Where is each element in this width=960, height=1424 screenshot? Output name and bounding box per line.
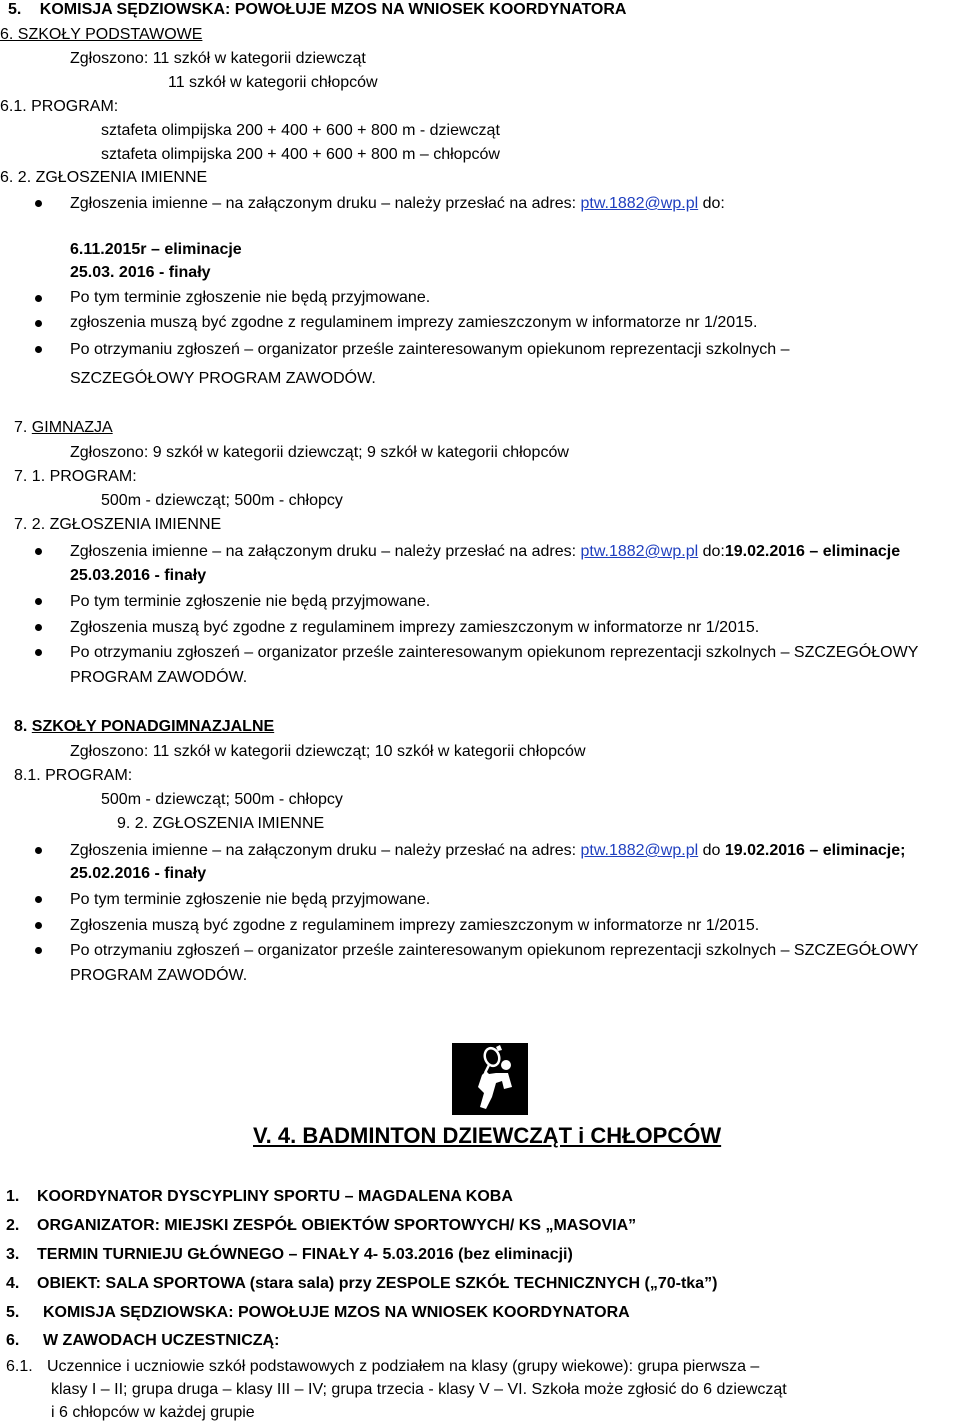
section-7-1-title: 7. 1. PROGRAM: <box>14 468 137 485</box>
program-item-1: sztafeta olimpijska 200 + 400 + 600 + 800 m - dziewcząt <box>101 122 500 139</box>
registered-label: Zgłoszono: <box>70 743 149 760</box>
item-number: 5. <box>6 1304 20 1321</box>
para-line-1: Uczennice i uczniowie szkół podstawowych z podziałem na klasy (grupy wiekowe): grupa pierwsza – <box>47 1358 760 1375</box>
s8-bullet-2: Po tym terminie zgłoszenie nie będą przyjmowane. <box>70 891 431 908</box>
registered-label: Zgłoszono: <box>70 444 149 461</box>
section-6-registered <box>70 49 366 69</box>
s6-date-eliminations: 6.11.2015r – eliminacje <box>70 241 242 258</box>
section-9-2-title: 9. 2. ZGŁOSZENIA IMIENNE <box>117 815 325 832</box>
deadline-date: 19.02.2016 – eliminacje; <box>724 842 906 859</box>
section-7-heading <box>14 418 113 438</box>
s6-bullet-4: Po otrzymaniu zgłoszeń – organizator prześle zainteresowanym opiekunom reprezentacji szkolnych – <box>70 341 790 358</box>
bullet-text: Zgłoszenia imienne – na załączonym druku – należy przesłać na adres: <box>70 543 581 560</box>
item-text: TERMIN TURNIEJU GŁÓWNEGO – FINAŁY 4- 5.03.2016 (bez eliminacji) <box>37 1246 573 1263</box>
section-7-2-title: 7. 2. ZGŁOSZENIA IMIENNE <box>14 516 222 533</box>
section-7-program: 500m - dziewcząt; 500m - chłopcy <box>101 492 343 509</box>
para-6-1 <box>6 1357 760 1377</box>
registered-boys: 11 szkół w kategorii chłopców <box>168 74 378 91</box>
bullet-text-after: do: <box>698 195 725 212</box>
s8-bullet-4: Po otrzymaniu zgłoszeń – organizator prześle zainteresowanym opiekunom reprezentacji szkolnych – SZCZEGÓŁOWY <box>70 942 919 959</box>
badminton-item-2 <box>6 1216 637 1236</box>
section-8-number: 8. <box>14 718 28 735</box>
item-number: 3. <box>6 1246 20 1263</box>
bullet-text: Zgłoszenia imienne – na załączonym druku – należy przesłać na adres: <box>70 842 581 859</box>
bullet-text-do: do <box>698 842 725 859</box>
badminton-item-3 <box>6 1245 573 1265</box>
bullet-icon <box>35 346 42 353</box>
section-5-text: KOMISJA SĘDZIOWSKA: POWOŁUJE MZOS NA WNIOSEK KOORDYNATORA <box>39 1 627 18</box>
item-text: ORGANIZATOR: MIEJSKI ZESPÓŁ OBIEKTÓW SPORTOWYCH/ KS „MASOVIA” <box>37 1217 637 1234</box>
badminton-item-6 <box>6 1331 280 1351</box>
bullet-icon <box>35 649 42 656</box>
item-text: W ZAWODACH UCZESTNICZĄ: <box>43 1332 280 1349</box>
bullet-icon <box>35 896 42 903</box>
email-link[interactable]: ptw.1882@wp.pl <box>580 543 699 560</box>
badminton-section-title: V. 4. BADMINTON DZIEWCZĄT i CHŁOPCÓW <box>253 1123 722 1148</box>
registered-label: Zgłoszono: <box>70 50 149 67</box>
s7-bullet-4-cont: PROGRAM ZAWODÓW. <box>70 669 248 686</box>
para-6-1-line-2: klasy I – II; grupa druga – klasy III – IV; grupa trzecia - klasy V – VI. Szkoła może zgłosić do 6 dziewcząt <box>51 1381 787 1398</box>
s7-bullet-4: Po otrzymaniu zgłoszeń – organizator prześle zainteresowanym opiekunom reprezentacji szkolnych – SZCZEGÓŁOWY <box>70 644 919 661</box>
item-number: 6. <box>6 1332 20 1349</box>
registered-counts: 9 szkół w kategorii dziewcząt; 9 szkół w kategorii chłopców <box>152 444 569 461</box>
bullet-icon <box>35 624 42 631</box>
section-7-registered <box>70 443 569 463</box>
badminton-item-1 <box>6 1187 513 1207</box>
section-6-title: 6. SZKOŁY PODSTAWOWE <box>0 26 203 43</box>
para-number: 6.1. <box>6 1358 33 1375</box>
s8-finals-date: 25.02.2016 - finały <box>70 865 207 882</box>
item-text: KOORDYNATOR DYSCYPLINY SPORTU – MAGDALENA KOBA <box>37 1188 513 1205</box>
item-number: 4. <box>6 1275 20 1292</box>
section-8-program: 500m - dziewcząt; 500m - chłopcy <box>101 791 343 808</box>
bullet-text: Zgłoszenia imienne – na załączonym druku – należy przesłać na adres: <box>70 195 581 212</box>
email-link[interactable]: ptw.1882@wp.pl <box>580 842 699 859</box>
item-text: KOMISJA SĘDZIOWSKA: POWOŁUJE MZOS NA WNIOSEK KOORDYNATORA <box>43 1304 630 1321</box>
section-8-1-title: 8.1. PROGRAM: <box>14 767 133 784</box>
bullet-icon <box>35 295 42 302</box>
bullet-icon <box>35 922 42 929</box>
para-6-1-line-3: i 6 chłopców w każdej grupie <box>51 1404 255 1421</box>
section-8-registered <box>70 742 586 762</box>
section-6-1-title: 6.1. PROGRAM: <box>0 98 119 115</box>
program-item-2: sztafeta olimpijska 200 + 400 + 600 + 800 m – chłopców <box>101 146 500 163</box>
s7-finals-date: 25.03.2016 - finały <box>70 567 207 584</box>
badminton-item-5 <box>6 1303 630 1323</box>
section-6-2-title: 6. 2. ZGŁOSZENIA IMIENNE <box>0 169 208 186</box>
s7-bullet-3: Zgłoszenia muszą być zgodne z regulaminem imprezy zamieszczonym w informatorze nr 1/2015. <box>70 619 760 636</box>
bullet-icon <box>35 548 42 555</box>
section-5-heading <box>8 0 626 20</box>
s8-bullet-4-cont: PROGRAM ZAWODÓW. <box>70 967 248 984</box>
s8-bullet-3: Zgłoszenia muszą być zgodne z regulaminem imprezy zamieszczonym w informatorze nr 1/2015. <box>70 917 760 934</box>
s6-bullet-1 <box>70 194 725 214</box>
registered-counts: 11 szkół w kategorii dziewcząt; 10 szkół w kategorii chłopców <box>152 743 586 760</box>
s7-bullet-1 <box>70 542 900 562</box>
item-number: 1. <box>6 1188 20 1205</box>
s6-bullet-4-cont: SZCZEGÓŁOWY PROGRAM ZAWODÓW. <box>70 370 376 387</box>
bullet-icon <box>35 320 42 327</box>
section-8-title: SZKOŁY PONADGIMNAZJALNE <box>31 718 275 735</box>
bullet-icon <box>35 598 42 605</box>
item-number: 2. <box>6 1217 20 1234</box>
s8-bullet-1 <box>70 841 905 861</box>
email-link[interactable]: ptw.1882@wp.pl <box>580 195 699 212</box>
bullet-icon <box>35 947 42 954</box>
s6-bullet-3: zgłoszenia muszą być zgodne z regulaminem imprezy zamieszczonym w informatorze nr 1/2015. <box>70 314 758 331</box>
section-7-title: GIMNAZJA <box>31 419 113 436</box>
badminton-player-icon <box>452 1043 528 1115</box>
section-7-number: 7. <box>14 419 28 436</box>
item-text: OBIEKT: SALA SPORTOWA (stara sala) przy ZESPOLE SZKÓŁ TECHNICZNYCH („70-tka”) <box>37 1275 718 1292</box>
s7-bullet-2: Po tym terminie zgłoszenie nie będą przyjmowane. <box>70 593 431 610</box>
s6-date-finals: 25.03. 2016 - finały <box>70 264 211 281</box>
registered-girls: 11 szkół w kategorii dziewcząt <box>152 50 366 67</box>
deadline-date: 19.02.2016 – eliminacje <box>724 543 901 560</box>
bullet-icon <box>35 200 42 207</box>
bullet-text-do: do: <box>698 543 725 560</box>
badminton-item-4 <box>6 1274 718 1294</box>
bullet-icon <box>35 847 42 854</box>
section-8-heading <box>14 717 274 737</box>
section-5-number: 5. <box>8 1 22 18</box>
s6-bullet-2: Po tym terminie zgłoszenie nie będą przyjmowane. <box>70 289 431 306</box>
